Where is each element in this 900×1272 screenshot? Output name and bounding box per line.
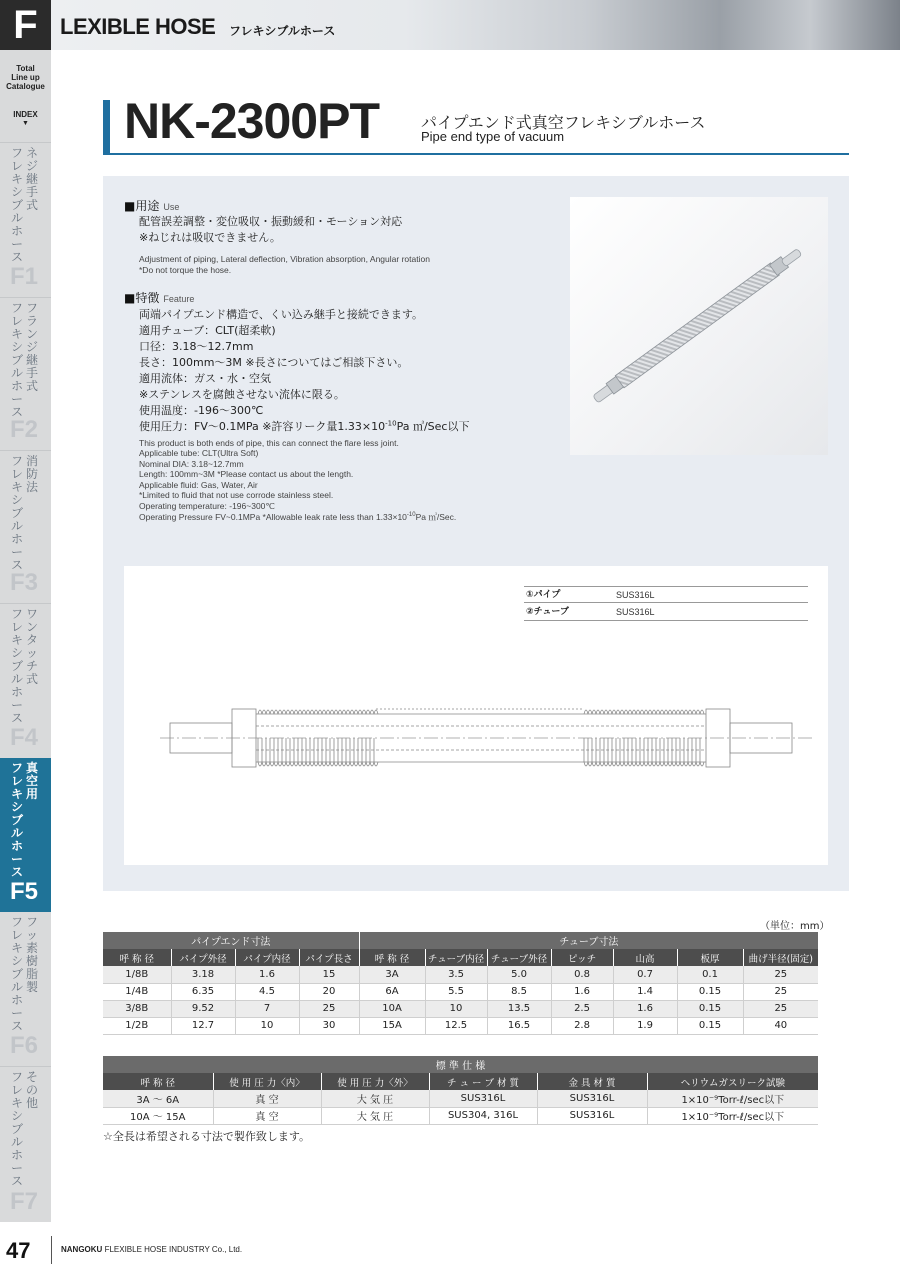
sidebar-item-label: 消防法	[25, 454, 38, 494]
table-cell: 0.7	[613, 966, 677, 983]
sidebar-item-label: ネジ継手式	[25, 146, 38, 212]
header-letter: F	[0, 0, 51, 50]
sidebar-item-label: フレキシブルホース	[10, 915, 23, 1033]
company-rest: FLEXIBLE HOSE INDUSTRY Co., Ltd.	[102, 1245, 243, 1254]
company-brand: NANGOKU	[61, 1245, 103, 1254]
feature-text: ※ステンレスを腐蝕させない流体に限る。	[139, 388, 345, 401]
feature-text: 適用チューブ：CLT(超柔軟)	[139, 324, 276, 337]
sidebar-item-label: ワンタッチ式	[25, 607, 38, 686]
table-cell: 1.6	[613, 1000, 677, 1017]
pressure-text: 使用圧力：FV〜0.1MPa ※許容リーク量1.33×10	[139, 420, 386, 433]
sidebar-item-f4[interactable]	[0, 604, 51, 758]
table-cell: 25	[299, 1000, 359, 1017]
table-cell: 7	[235, 1000, 299, 1017]
table-cell: 15A	[359, 1017, 425, 1034]
sidebar-item-label: フレキシブルホース	[10, 146, 23, 264]
pressure-exponent-en: -10	[406, 512, 416, 519]
table-cell: 5.0	[487, 966, 551, 983]
drawing-line	[258, 710, 704, 714]
material-value: SUS316L	[616, 590, 655, 600]
feature-text-en: Applicable fluid: Gas, Water, Air	[139, 480, 258, 490]
table-header-row	[103, 1073, 818, 1090]
pressure-exponent: -10	[385, 419, 397, 428]
product-photo	[570, 197, 828, 455]
feature-heading-en: Feature	[163, 294, 195, 304]
spec-table	[103, 1056, 818, 1125]
material-value: SUS316L	[616, 607, 655, 617]
table-cell: SUS316L	[429, 1090, 537, 1107]
title-accent-bar	[103, 100, 110, 154]
table-cell: 5.5	[425, 983, 487, 1000]
table-row	[103, 1090, 818, 1107]
table-cell: 大 気 圧	[321, 1090, 429, 1107]
table-cell: 1.9	[613, 1017, 677, 1034]
sidebar-item-code: F7	[10, 1188, 39, 1215]
feature-pressure-en	[139, 511, 456, 523]
sidebar-item-code: F1	[10, 263, 39, 290]
table-row	[103, 1107, 818, 1124]
product-name-en: Pipe end type of vacuum	[421, 129, 565, 144]
table-cell: 2.5	[551, 1000, 613, 1017]
page-title: NK-2300PT	[124, 93, 379, 149]
material-part: ②チューブ	[526, 607, 569, 617]
spec-table-title: 標 準 仕 様	[103, 1056, 818, 1073]
sidebar-item-label: フレキシブルホース	[10, 301, 23, 419]
table-row	[103, 1017, 818, 1034]
table-cell: 12.5	[425, 1017, 487, 1034]
sidebar-total-label[interactable]	[0, 64, 51, 91]
sidebar-item-label: その他	[25, 1070, 38, 1110]
feature-heading-jp: ■特徴	[124, 291, 160, 305]
column-header: 山高	[613, 949, 677, 966]
sidebar-item-label: フレキシブルホース	[10, 1070, 23, 1188]
table-cell: 3.18	[171, 966, 235, 983]
column-header: 呼 称 径	[103, 949, 171, 966]
feature-text: 使用温度：-196〜300℃	[139, 404, 264, 417]
sidebar-item-f5[interactable]	[0, 758, 51, 912]
table-cell: 1.4	[613, 983, 677, 1000]
table-cell: 真 空	[213, 1107, 321, 1124]
table-row	[103, 1000, 818, 1017]
pressure-text-en: Operating Pressure FV~0.1MPa *Allowable leak rate less than 1.33×10	[139, 512, 407, 522]
sidebar-item-code: F3	[10, 569, 39, 596]
column-header: 使 用 圧 力〈外〉	[321, 1073, 429, 1090]
sidebar-top-line: Line up	[11, 73, 40, 82]
table-row	[103, 966, 818, 983]
table-cell: 1/8B	[103, 966, 171, 983]
sidebar-item-label: フレキシブルホース	[10, 607, 23, 725]
sidebar-item-code: F2	[10, 416, 39, 443]
divider	[51, 1236, 52, 1264]
table-cell: 3A 〜 6A	[103, 1090, 213, 1107]
dimension-table-body	[103, 966, 818, 1034]
table-cell: 1/4B	[103, 983, 171, 1000]
company-name	[61, 1245, 242, 1254]
table-cell: 40	[743, 1017, 818, 1034]
table-cell: 6A	[359, 983, 425, 1000]
table-cell: 30	[299, 1017, 359, 1034]
feature-heading	[124, 289, 194, 306]
pressure-unit-en: Pa ㎥/Sec.	[415, 512, 457, 522]
table-cell: 1.6	[235, 966, 299, 983]
column-header: ピッチ	[551, 949, 613, 966]
column-header: ヘリウムガスリーク試験	[647, 1073, 818, 1090]
sidebar-item-code: F4	[10, 724, 39, 751]
page-number: 47	[6, 1238, 31, 1263]
sidebar-index-label: INDEX	[13, 110, 38, 119]
column-header: 板厚	[677, 949, 743, 966]
table-cell: SUS304, 316L	[429, 1107, 537, 1124]
sidebar-item-code: F5	[10, 878, 39, 905]
column-header: チューブ外径	[487, 949, 551, 966]
feature-text-en: Nominal DIA: 3.18~12.7mm	[139, 459, 244, 469]
sidebar-item-label: フレキシブルホース	[10, 761, 23, 879]
column-header: 呼 称 径	[359, 949, 425, 966]
sidebar-item-label: フレキシブルホース	[10, 454, 23, 572]
sidebar	[0, 50, 51, 1222]
column-header: 金 具 材 質	[537, 1073, 647, 1090]
column-header: パイプ外径	[171, 949, 235, 966]
column-header: パイプ内径	[235, 949, 299, 966]
sidebar-item-label: フッ素樹脂製	[25, 915, 38, 994]
sidebar-item-label: フランジ継手式	[25, 301, 38, 393]
sidebar-item-f3[interactable]	[0, 451, 51, 603]
table-cell: 20	[299, 983, 359, 1000]
table-cell: 10	[425, 1000, 487, 1017]
table-cell: 真 空	[213, 1090, 321, 1107]
drawing-line	[258, 762, 704, 766]
table-cell: 0.8	[551, 966, 613, 983]
column-header: チ ュ ー ブ 材 質	[429, 1073, 537, 1090]
column-header: 曲げ半径(固定)	[743, 949, 818, 966]
feature-text: 口径：3.18〜12.7mm	[139, 340, 254, 353]
table-cell: 1/2B	[103, 1017, 171, 1034]
dimension-table	[103, 932, 818, 1035]
column-header: チューブ内径	[425, 949, 487, 966]
table-cell: SUS316L	[537, 1107, 647, 1124]
table-title-row	[103, 1056, 818, 1073]
group-header-tube: チューブ寸法	[359, 932, 818, 949]
table-cell: 10	[235, 1017, 299, 1034]
table-cell: 6.35	[171, 983, 235, 1000]
feature-text: 適用流体：ガス・水・空気	[139, 372, 271, 385]
column-header: パイプ長さ	[299, 949, 359, 966]
sidebar-item-f6[interactable]	[0, 912, 51, 1066]
feature-text-en: *Limited to fluid that not use corrode stainless steel.	[139, 490, 334, 500]
material-part: ①パイプ	[526, 590, 561, 600]
table-cell: 15	[299, 966, 359, 983]
header-title: LEXIBLE HOSE	[60, 14, 216, 39]
hose-photo-illustration	[570, 197, 828, 455]
table-cell: 1×10⁻⁹Torr-ℓ/sec以下	[647, 1107, 818, 1124]
sidebar-item-f1[interactable]	[0, 143, 51, 297]
use-heading-jp: ■用途	[124, 199, 160, 213]
use-text-en: *Do not torque the hose.	[139, 265, 232, 275]
table-cell: SUS316L	[537, 1090, 647, 1107]
table-cell: 25	[743, 983, 818, 1000]
table-cell: 4.5	[235, 983, 299, 1000]
material-row	[524, 604, 808, 621]
feature-text: 両端パイプエンド構造で、くい込み継手と接続できます。	[139, 308, 424, 321]
feature-text-en: Length: 100mm~3M *Please contact us about the length.	[139, 469, 354, 479]
table-cell: 16.5	[487, 1017, 551, 1034]
table-row	[103, 983, 818, 1000]
title-rule	[103, 153, 849, 155]
use-heading	[124, 197, 179, 214]
header-title-jp: フレキシブルホース	[229, 24, 336, 38]
use-text: 配管誤差調整・変位吸収・振動緩和・モーション対応	[139, 215, 403, 228]
table-cell: 25	[743, 966, 818, 983]
feature-text: 長さ：100mm〜3M ※長さについてはご相談下さい。	[139, 356, 409, 369]
unit-note: （単位：mm）	[760, 921, 830, 932]
sidebar-item-f7[interactable]	[0, 1067, 51, 1222]
sidebar-item-f2[interactable]	[0, 298, 51, 450]
use-heading-en: Use	[163, 202, 180, 212]
spec-table-body	[103, 1090, 818, 1124]
table-cell: 10A 〜 15A	[103, 1107, 213, 1124]
table-cell: 0.15	[677, 1017, 743, 1034]
table-cell: 3.5	[425, 966, 487, 983]
sidebar-item-label: 真空用	[25, 761, 38, 801]
product-name-jp: パイプエンド式真空フレキシブルホース	[421, 113, 706, 132]
table-cell: 8.5	[487, 983, 551, 1000]
use-text: ※ねじれは吸収できません。	[139, 231, 281, 244]
material-row	[524, 586, 808, 603]
table-cell: 0.15	[677, 1000, 743, 1017]
sidebar-index-link[interactable]	[0, 110, 51, 128]
triangle-down-icon: ▼	[22, 120, 29, 127]
table-cell: 12.7	[171, 1017, 235, 1034]
table-cell: 9.52	[171, 1000, 235, 1017]
table-cell: 25	[743, 1000, 818, 1017]
table-cell: 10A	[359, 1000, 425, 1017]
use-text-en: Adjustment of piping, Lateral deflection, Vibration absorption, Angular rotation	[139, 254, 430, 264]
pressure-unit: Pa ㎥/Sec以下	[396, 420, 470, 433]
sidebar-top-line: Total	[16, 64, 35, 73]
table-cell: 0.1	[677, 966, 743, 983]
table-cell: 大 気 圧	[321, 1107, 429, 1124]
feature-text-en: Applicable tube: CLT(Ultra Soft)	[139, 448, 259, 458]
table-cell: 3/8B	[103, 1000, 171, 1017]
group-header-pipe: パイプエンド寸法	[103, 932, 359, 949]
sidebar-item-code: F6	[10, 1032, 39, 1059]
feature-pressure	[139, 418, 469, 434]
feature-text-en: Operating temperature: -196~300℃	[139, 501, 275, 511]
table-cell: 2.8	[551, 1017, 613, 1034]
table-cell: 3A	[359, 966, 425, 983]
sidebar-top-line: Catalogue	[6, 82, 45, 91]
column-header: 使 用 圧 力〈内〉	[213, 1073, 321, 1090]
footnote: ☆全長は希望される寸法で製作致します。	[103, 1130, 310, 1143]
table-cell: 1.6	[551, 983, 613, 1000]
table-cell: 13.5	[487, 1000, 551, 1017]
table-cell: 1×10⁻⁹Torr-ℓ/sec以下	[647, 1090, 818, 1107]
feature-text-en: This product is both ends of pipe, this can connect the flare less joint.	[139, 438, 399, 448]
table-header-row	[103, 949, 818, 966]
table-cell: 0.15	[677, 983, 743, 1000]
column-header: 呼 称 径	[103, 1073, 213, 1090]
table-group-header	[103, 932, 818, 949]
